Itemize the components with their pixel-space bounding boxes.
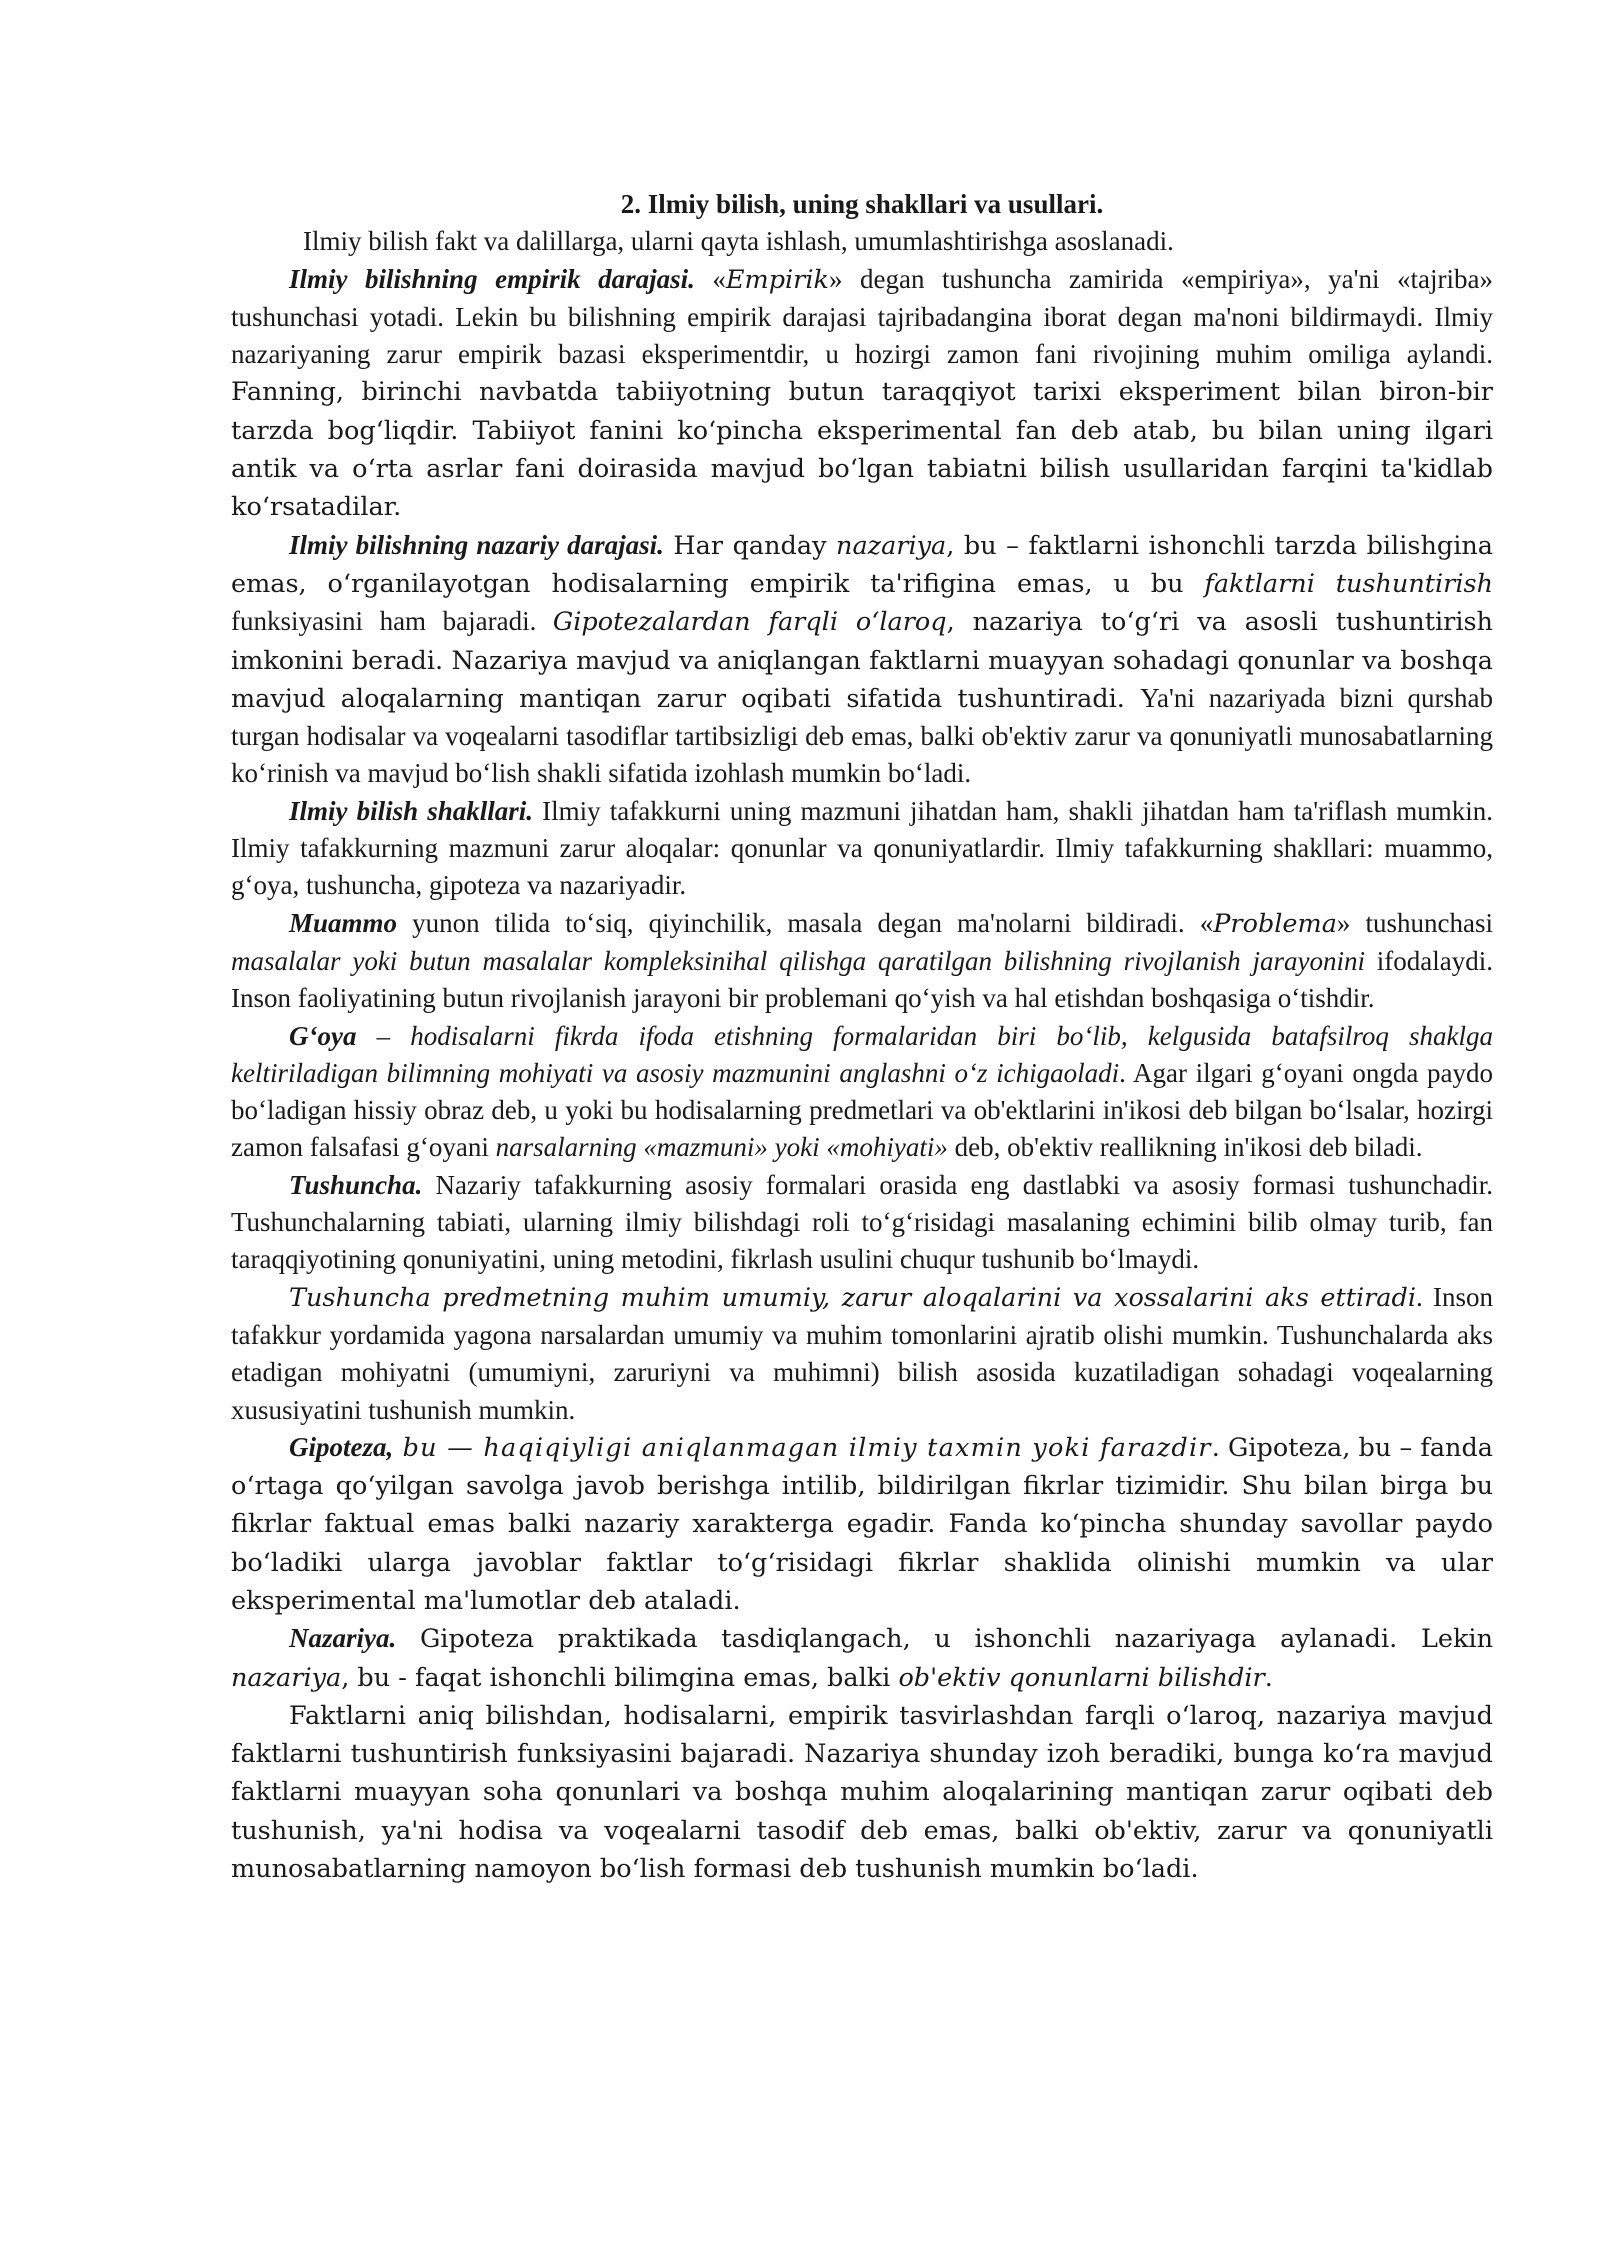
paragraph-text: ob'ektiv qonunlarni bilishdir — [898, 1662, 1265, 1693]
paragraph-heading: G‘oya — [289, 1020, 357, 1051]
paragraph-text: Empirik — [725, 264, 829, 295]
paragraph-text: funksiyasini ham bajaradi. — [231, 606, 553, 637]
section-title: 2. Ilmiy bilish, uning shakllari va usullari. — [620, 189, 1104, 219]
paragraph-text: Ilmiy bilish fakt va dalillarga, ularni qayta ishlash, umumlashtirishga asoslanadi. — [303, 226, 1174, 257]
paragraph-text: » tushunchasi — [1336, 907, 1493, 938]
paragraph-text: Tushuncha predmetning muhim umumiy, zarur aloqalarini va xossalarini aks ettiradi — [289, 1282, 1416, 1313]
paragraph-text: Ya'ni nazariyada bizni qurshab turgan hodisalar va voqealarni tasodiflar tartibsizligi deb emas, balki ob'ektiv zarur va qonuniyatli munosabatlarning ko‘rinish va mavjud bo‘lish shakli sifatida izohlash mumkin bo‘ladi. — [231, 682, 1494, 789]
document-body — [231, 223, 1493, 1888]
paragraph — [231, 527, 1493, 793]
paragraph-text: Fanning, birinchi navbatda tabiiyotning butun taraqqiyot tarixi eksperiment bilan biron-bir tarzda bog‘liqdir. Tabiiyot fanini ko‘pincha eksperimental fan deb atab, bu bilan uning ilgari antik va o‘rta asrlar fani doirasida mavjud bo‘lgan tabiatni bilish usullaridan farqini ta'kidlab ko‘rsatadilar. — [231, 377, 1493, 523]
paragraph-text: , bu - faqat ishonchli bilimgina emas, balki — [341, 1662, 899, 1693]
paragraph-text: , nazariya to‘g‘ri va asosli tushuntirish imkonini beradi. Nazariya mavjud va aniqlangan faktlarni muayyan sohadagi qonunlar va boshqa mavjud aloqalarning mantiqan zarur oqibati sifatida tushuntiradi. — [231, 607, 1493, 714]
paragraph-text: ifodalaydi. Inson faoliyatining butun rivojlanish jarayoni bir problemani qo‘yish va hal etishdan boshqasiga o‘tishdir. — [231, 945, 1493, 1014]
paragraph — [231, 1620, 1493, 1697]
paragraph-text: – hodisalarni fikrda ifoda etishning formalaridan biri bo‘lib, kelgusida batafsilroq shaklga keltiriladigan bilimning mohiyati va asosiy mazmunini anglashni o‘z ichigaoladi — [231, 1020, 1493, 1088]
paragraph-text: . Gipoteza, bu – fanda o‘rtaga qo‘yilgan savolga javob berishga intilib, bildirilgan fikrlar tizimidir. Shu bilan birga bu fikrlar faktual emas balki nazariy xarakterga egadir. Fanda ko‘pincha shunday savollar paydo bo‘ladiki ularga javoblar faktlar to‘g‘risidagi fikrlar shaklida olinishi mumkin va ular eksperimental ma'lumotlar deb ataladi. — [231, 1432, 1494, 1616]
paragraph-text: nazariya — [231, 1662, 342, 1693]
paragraph-text: . Inson tafakkur yordamida yagona narsalardan umumiy va muhim tomonlarini ajratib olishi mumkin. Tushunchalarda aks etadigan mohiyatni (umumiyni, zaruriyni va muhimni) bilish asosida kuzatiladigan sohadagi voqealarning xususiyatini tushunish mumkin. — [231, 1281, 1493, 1425]
paragraph-text: Har qanday — [663, 530, 837, 561]
paragraph-text: , bu – faktlarni ishonchli tarzda bilishgina emas, o‘rganilayotgan hodisalarning empirik ta'rifigina emas, u bu — [231, 530, 1493, 599]
paragraph-heading: Ilmiy bilishning nazariy darajasi. — [289, 529, 664, 560]
paragraph — [231, 1697, 1493, 1888]
paragraph-heading: Nazariya. — [289, 1623, 397, 1654]
paragraph — [231, 1167, 1493, 1279]
paragraph-text: Problema — [1213, 908, 1337, 939]
paragraph-text: narsalarning «mazmuni» yoki «mohiyati» — [495, 1132, 948, 1163]
paragraph-text: bu — haqiqiyligi aniqlanmagan ilmiy taxmin yoki farazdir — [393, 1432, 1212, 1463]
paragraph-heading: Tushuncha. — [289, 1169, 423, 1200]
paragraph-text: Gipotezalardan farqli o‘laroq — [552, 607, 947, 638]
paragraph-heading: Muammo — [289, 907, 398, 938]
paragraph-text: faktlarni tushuntirish — [1204, 568, 1494, 599]
paragraph — [231, 223, 1493, 260]
paragraph-heading: Gipoteza, — [289, 1431, 394, 1462]
paragraph-text: nazariya — [836, 530, 947, 561]
paragraph-text: « — [694, 263, 726, 294]
paragraph-text: . Agar ilgari g‘oyani ongda paydo bo‘ladigan hissiy obraz deb, u yoki bu hodisalarning predmetlari va ob'ektlarini in'ikosi deb bilgan bo‘lsalar, hozirgi zamon falsafasi g‘oyani — [231, 1057, 1493, 1163]
paragraph-heading: Ilmiy bilish shakllari. — [289, 795, 534, 826]
paragraph — [231, 261, 1493, 527]
paragraph-heading: Ilmiy bilishning empirik darajasi. — [289, 263, 695, 294]
paragraph — [231, 905, 1493, 1018]
paragraph — [231, 1279, 1493, 1429]
paragraph-text: masalalar yoki butun masalalar kompleksinihal qilishga qaratilgan bilishning rivojlanish jarayonini — [231, 945, 1365, 976]
paragraph — [231, 793, 1493, 905]
paragraph-text: Faktlarni aniq bilishdan, hodisalarni, empirik tasvirlashdan farqli o‘laroq, nazariya mavjud faktlarni tushuntirish funksiyasini bajaradi. Nazariya shunday izoh beradiki, bunga ko‘ra mavjud faktlarni muayyan soha qonunlari va boshqa muhim aloqalarining mantiqan zarur oqibati deb tushunish, ya'ni hodisa va voqealarni tasodif deb emas, balki ob'ektiv, zarur va qonuniyatli munosabatlarning namoyon bo‘lish formasi deb tushunish mumkin bo‘ladi. — [231, 1700, 1493, 1885]
paragraph-text: » degan tushuncha zamirida «empiriya», ya'ni «tajriba» tushunchasi yotadi. Lekin bu bilishning empirik darajasi tajribadangina iborat degan ma'noni bildirmaydi. Ilmiy nazariyaning zarur empirik bazasi eksperimentdir, u hozirgi zamon fani rivojining muhim omiliga aylandi. — [231, 263, 1494, 370]
paragraph — [231, 1018, 1493, 1167]
paragraph-text: Ilmiy tafakkurni uning mazmuni jihatdan ham, shakli jihatdan ham ta'riflash mumkin. Ilmiy tafakkurning mazmuni zarur aloqalar: qonunlar va qonuniyatlardir. Ilmiy tafakkurning shakllari: muammo, g‘oya, tushuncha, gipoteza va nazariyadir. — [231, 795, 1493, 901]
paragraph-text: deb, ob'ektiv reallikning in'ikosi deb biladi. — [947, 1132, 1423, 1163]
paragraph — [231, 1429, 1493, 1620]
paragraph-text: Gipoteza praktikada tasdiqlangach, u ishonchli nazariyaga aylanadi. Lekin — [396, 1624, 1493, 1655]
paragraph-text: . — [1264, 1662, 1273, 1693]
paragraph-text: Nazariy tafakkurning asosiy formalari orasida eng dastlabki va asosiy formasi tushunchadir. Tushunchalarning tabiati, ularning ilmiy bilishdagi roli to‘g‘risidagi masalaning echimini bilib olmay turib, fan taraqqiyotining qonuniyatini, uning metodini, fikrlash usulini chuqur tushunib bo‘lmaydi. — [231, 1169, 1493, 1275]
document-page — [231, 186, 1493, 1888]
paragraph-text: yunon tilida to‘siq, qiyinchilik, masala degan ma'nolarni bildiradi. « — [397, 907, 1214, 938]
